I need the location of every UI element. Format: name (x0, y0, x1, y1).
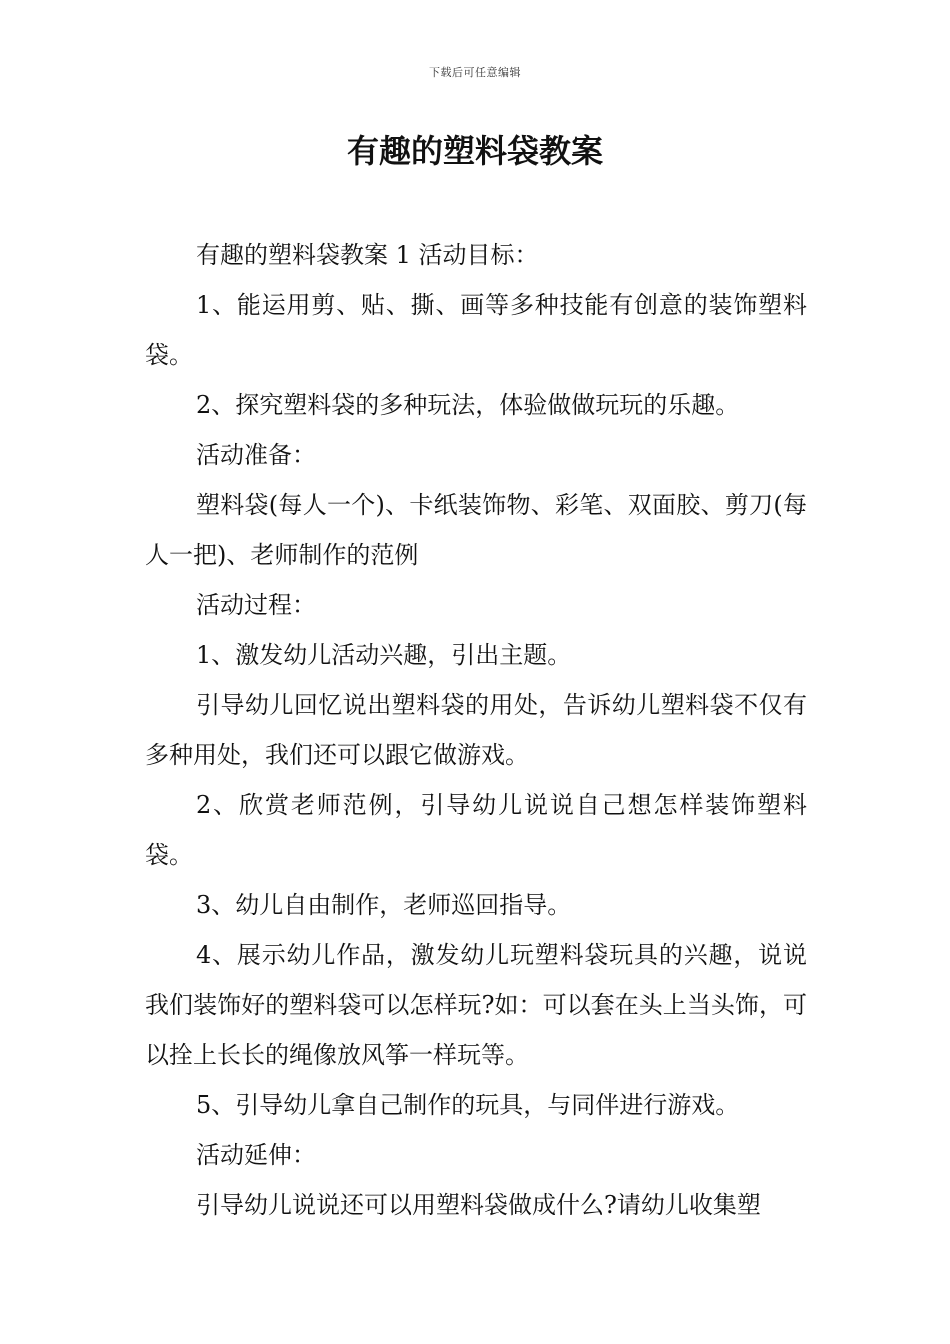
section-heading-extension: 活动延伸： (196, 1141, 316, 1169)
paragraph-step-1: 1、激发幼儿活动兴趣，引出主题。 (196, 641, 572, 669)
paragraph-materials: 塑料袋(每人一个)、卡纸装饰物、彩笔、双面胶、剪刀(每人一把)、老师制作的范例 (145, 491, 807, 569)
section-heading-preparation: 活动准备： (196, 441, 316, 469)
paragraph-step-2: 2、欣赏老师范例，引导幼儿说说自己想怎样装饰塑料袋。 (145, 791, 807, 869)
section-heading-process: 活动过程： (196, 591, 316, 619)
paragraph-step-1-detail: 引导幼儿回忆说出塑料袋的用处，告诉幼儿塑料袋不仅有多种用处，我们还可以跟它做游戏。 (145, 691, 807, 769)
paragraph-objective-2: 2、探究塑料袋的多种玩法，体验做做玩玩的乐趣。 (196, 391, 740, 419)
document-title: 有趣的塑料袋教案 (346, 132, 603, 170)
document-body (145, 230, 807, 1230)
paragraph-intro-objectives: 有趣的塑料袋教案 1 活动目标： (196, 241, 539, 269)
paragraph-objective-1: 1、能运用剪、贴、撕、画等多种技能有创意的装饰塑料袋。 (145, 291, 807, 369)
paragraph-step-3: 3、幼儿自由制作，老师巡回指导。 (196, 891, 572, 919)
paragraph-extension: 引导幼儿说说还可以用塑料袋做成什么?请幼儿收集塑 (196, 1191, 761, 1219)
paragraph-step-5: 5、引导幼儿拿自己制作的玩具，与同伴进行游戏。 (196, 1091, 740, 1119)
paragraph-step-4: 4、展示幼儿作品，激发幼儿玩塑料袋玩具的兴趣，说说我们装饰好的塑料袋可以怎样玩?如：可以套在头上当头饰，可以拴上长长的绳像放风筝一样玩等。 (145, 941, 807, 1069)
header-note: 下载后可任意编辑 (429, 66, 521, 79)
